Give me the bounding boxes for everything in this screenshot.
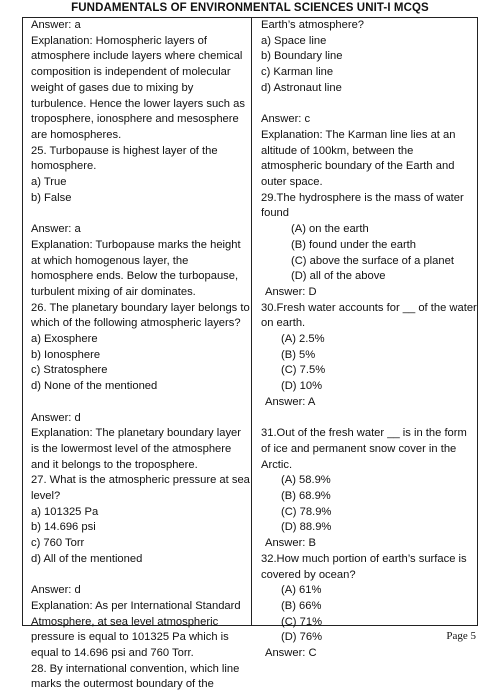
text-line: marks the outermost boundary of the [31,678,214,691]
text-line: (D) 88.9% [281,521,332,534]
text-line: found [261,207,289,220]
blank-line [261,97,473,113]
text-line: Answer: A [265,395,316,408]
text-line: Answer: d [31,584,81,597]
text-line: Explanation: The planetary boundary layer [31,427,242,440]
text-line: outer space. [261,176,323,189]
text-line: a) True [31,176,67,189]
column-divider [251,17,252,626]
text-line: Earth’s atmosphere? [261,19,365,31]
text-line: 32.How much portion of earth’s surface is [261,552,467,565]
text-line: Answer: a [31,223,81,236]
text-line: at which homogenous layer, the [31,254,189,267]
text-line: c) Karman line [261,66,334,79]
text-line: 27. What is the atmospheric pressure at sea [31,474,250,487]
text-line: (D) 76% [281,631,323,644]
text-line: 31.Out of the fresh water __ is in the form [261,427,467,440]
text-line: Answer: D [265,285,317,298]
text-line: covered by ocean? [261,568,356,581]
text-line: (A) on the earth [291,223,369,236]
text-line: b) Ionosphere [31,348,101,361]
text-line: Answer: a [31,19,81,31]
text-line: equal to 14.696 psi and 760 Torr. [31,647,194,660]
text-line: b) 14.696 psi [31,521,96,534]
text-line: 30.Fresh water accounts for __ of the water [261,301,477,314]
text-line: (B) 5% [281,348,316,361]
blank-line [31,568,251,584]
text-line: level? [31,490,61,503]
blank-line [31,395,251,411]
text-line: a) 101325 Pa [31,505,99,518]
text-line: (B) found under the earth [291,238,417,251]
text-line: Arctic. [261,458,293,471]
text-line: turbulence. Hence the lower layers such as [31,97,245,110]
text-line: (A) 2.5% [281,333,325,346]
text-line: of ice and permanent snow cover in the [261,442,457,455]
text-line: Explanation: The Karman line lies at an [261,128,456,141]
text-line: atmosphere include layers where chemical [31,50,243,63]
text-line: on earth. [261,317,306,330]
text-line: Explanation: Homospheric layers of [31,34,207,47]
text-line: b) Boundary line [261,50,343,63]
text-line: Answer: C [265,647,317,660]
text-line: (B) 68.9% [281,490,331,503]
text-line: c) 760 Torr [31,537,85,550]
text-line: Explanation: Turbopause marks the height [31,238,241,251]
text-line: Answer: B [265,537,316,550]
text-line: 26. The planetary boundary layer belongs to [31,301,250,314]
text-line: (A) 58.9% [281,474,331,487]
text-line: 28. By international convention, which line [31,662,240,675]
text-line: Explanation: As per International Standard [31,599,241,612]
right-column [261,18,477,662]
text-line: which of the following atmospheric layers? [31,317,241,330]
text-line: Atmosphere, at sea level atmospheric [31,615,219,628]
text-line: d) None of the mentioned [31,380,158,393]
text-line: altitude of 100km, between the [261,144,414,157]
text-line: atmospheric boundary of the Earth and [261,160,455,173]
text-line: (D) all of the above [291,270,386,283]
text-line: (B) 66% [281,599,322,612]
text-line: (C) 71% [281,615,323,628]
text-line: (A) 61% [281,584,322,597]
left-column [31,18,251,693]
text-line: a) Space line [261,34,327,47]
text-line: homosphere. [31,160,97,173]
text-line: (C) 78.9% [281,505,332,518]
text-line: homosphere ends. Below the turbopause, [31,270,239,283]
text-line: troposphere, ionosphere and mesosphere [31,113,239,126]
text-line: are homospheres. [31,128,122,141]
text-line: a) Exosphere [31,333,98,346]
text-line: is the lowermost level of the atmosphere [31,442,232,455]
text-line: weight of gases due to mixing by [31,81,194,94]
page-number: Page 5 [446,630,476,642]
text-line: 29.The hydrosphere is the mass of water [261,191,464,204]
text-line: turbulent mixing of air dominates. [31,285,196,298]
blank-line [261,411,473,427]
text-line: d) Astronaut line [261,81,342,94]
blank-line [31,206,251,222]
text-line: (C) 7.5% [281,364,326,377]
page-header-title: FUNDAMENTALS OF ENVIRONMENTAL SCIENCES UNIT-I MCQS [71,2,429,14]
text-line: d) All of the mentioned [31,552,143,565]
text-line: b) False [31,191,72,204]
text-line: (C) above the surface of a planet [291,254,454,267]
text-line: pressure is equal to 101325 Pa which is [31,631,229,644]
text-line: (D) 10% [281,380,323,393]
text-line: c) Stratosphere [31,364,108,377]
text-line: 25. Turbopause is highest layer of the [31,144,218,157]
text-line: Answer: d [31,411,81,424]
text-line: composition is independent of molecular [31,66,231,79]
text-line: Answer: c [261,113,311,126]
text-line: and it belongs to the troposphere. [31,458,198,471]
